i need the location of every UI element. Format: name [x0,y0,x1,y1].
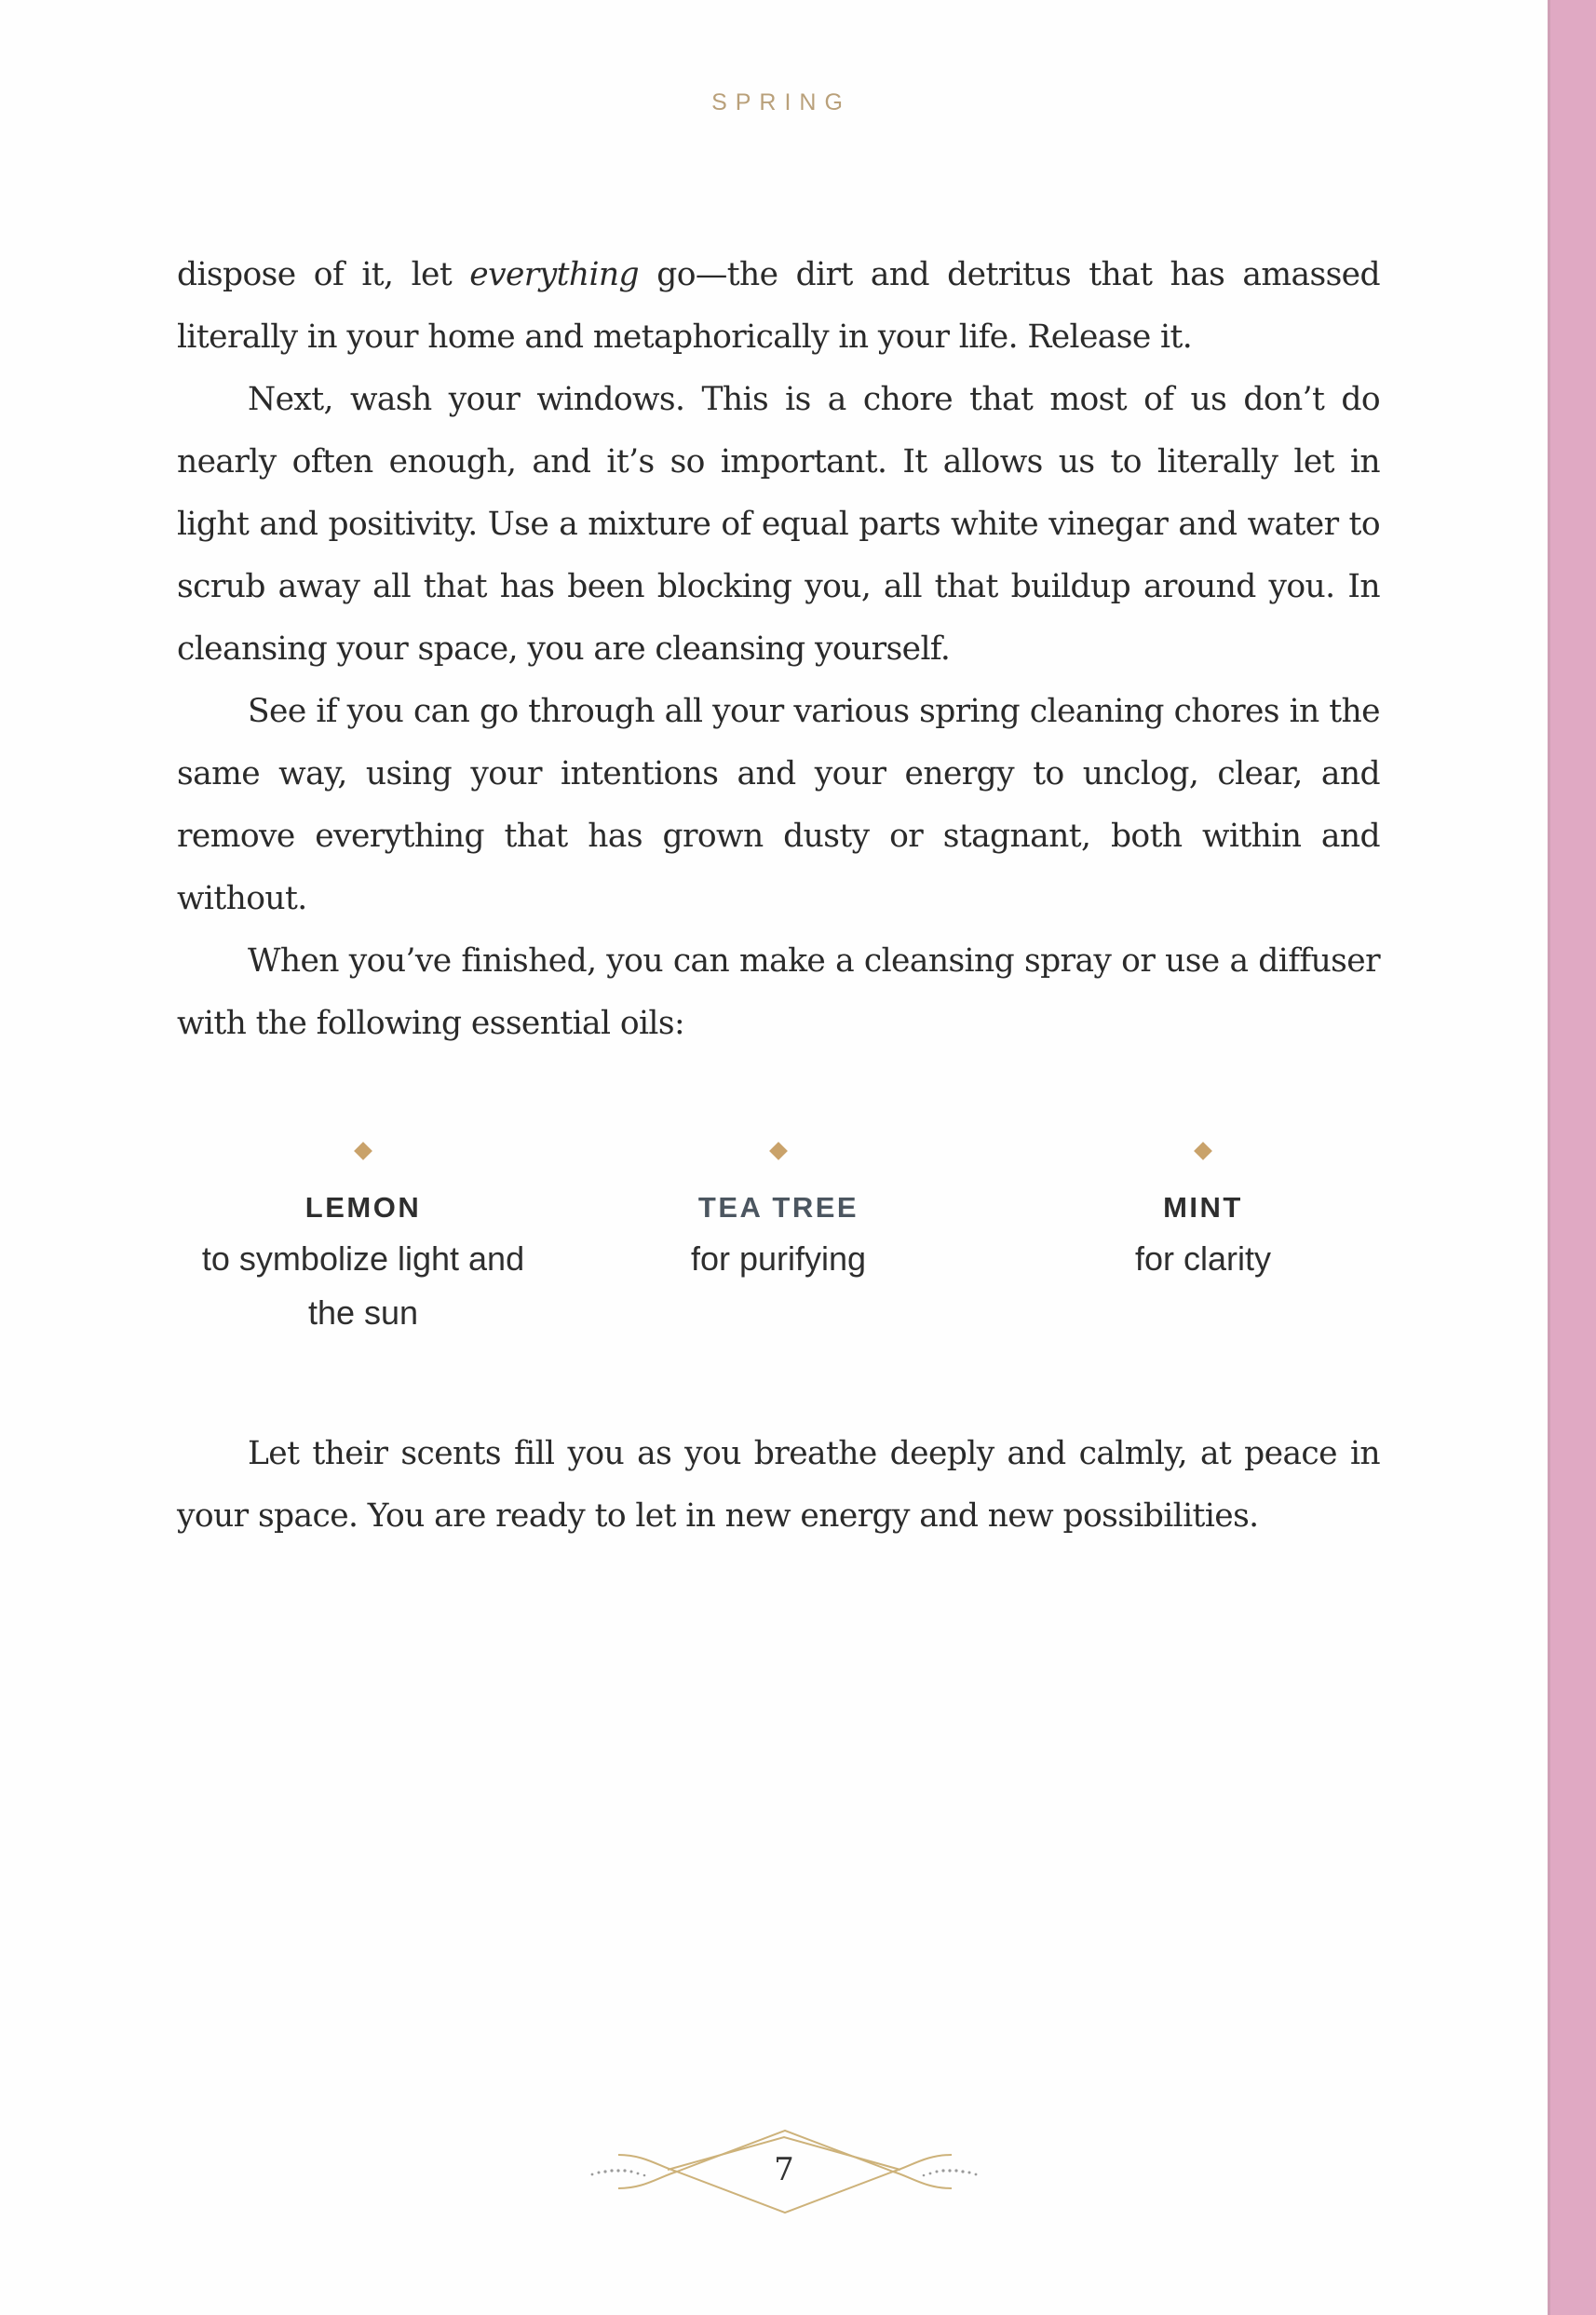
diamond-bullet-icon [1194,1142,1212,1160]
body-text-bottom [177,1423,1380,1548]
oil-name: MINT [1163,1191,1243,1224]
paragraph-1-start: dispose of it, let [177,256,470,293]
paragraph-1 [177,244,1380,369]
oil-item-mint [1017,1131,1389,1286]
running-head: SPRING [711,89,851,115]
paragraph-2: Next, wash your windows. This is a chore that most of us don’t do nearly often enough, and it’s so important. It allows us to literally let in light and positivity. Use a mixture of equal parts white vinegar and water to scrub away all that has been blocking you, all that buildup around you. In cleansing your space, you are cleansing yourself. [177,381,1380,668]
oil-description: to symbolize light and the sun [201,1239,525,1332]
oil-item-lemon [177,1131,549,1340]
diamond-bullet-icon [769,1142,788,1160]
body-text-top [177,244,1380,1055]
paragraph-5: Let their scents fill you as you breathe deeply and calmly, at peace in your space. You are ready to let in new energy and new possibilities. [177,1435,1380,1535]
diamond-bullet-icon [354,1142,372,1160]
oil-name: LEMON [304,1191,422,1224]
oil-item-tea-tree [592,1131,965,1286]
paragraph-4: When you’ve finished, you can make a cleansing spray or use a diffuser with the following essential oils: [177,942,1380,1042]
essential-oils-list [177,1131,1380,1355]
page-number-ornament [588,2123,980,2235]
page-edge-pink [1548,0,1596,2315]
emphasis-everything: everything [469,256,640,293]
oil-name: TEA TREE [697,1191,859,1224]
paragraph-3: See if you can go through all your various spring cleaning chores in the same way, using your intentions and your energy to unclog, clear, and remove everything that has grown dusty or stagnant, both within and without. [177,693,1380,917]
oil-description: for purifying [690,1239,867,1278]
oil-description: for clarity [1134,1239,1272,1278]
page-number: 7 [774,2151,794,2188]
paragraph-1-end: go—the dirt and detritus that has amassed literally in your home and metaphorically in your life. Release it. [177,256,1380,356]
